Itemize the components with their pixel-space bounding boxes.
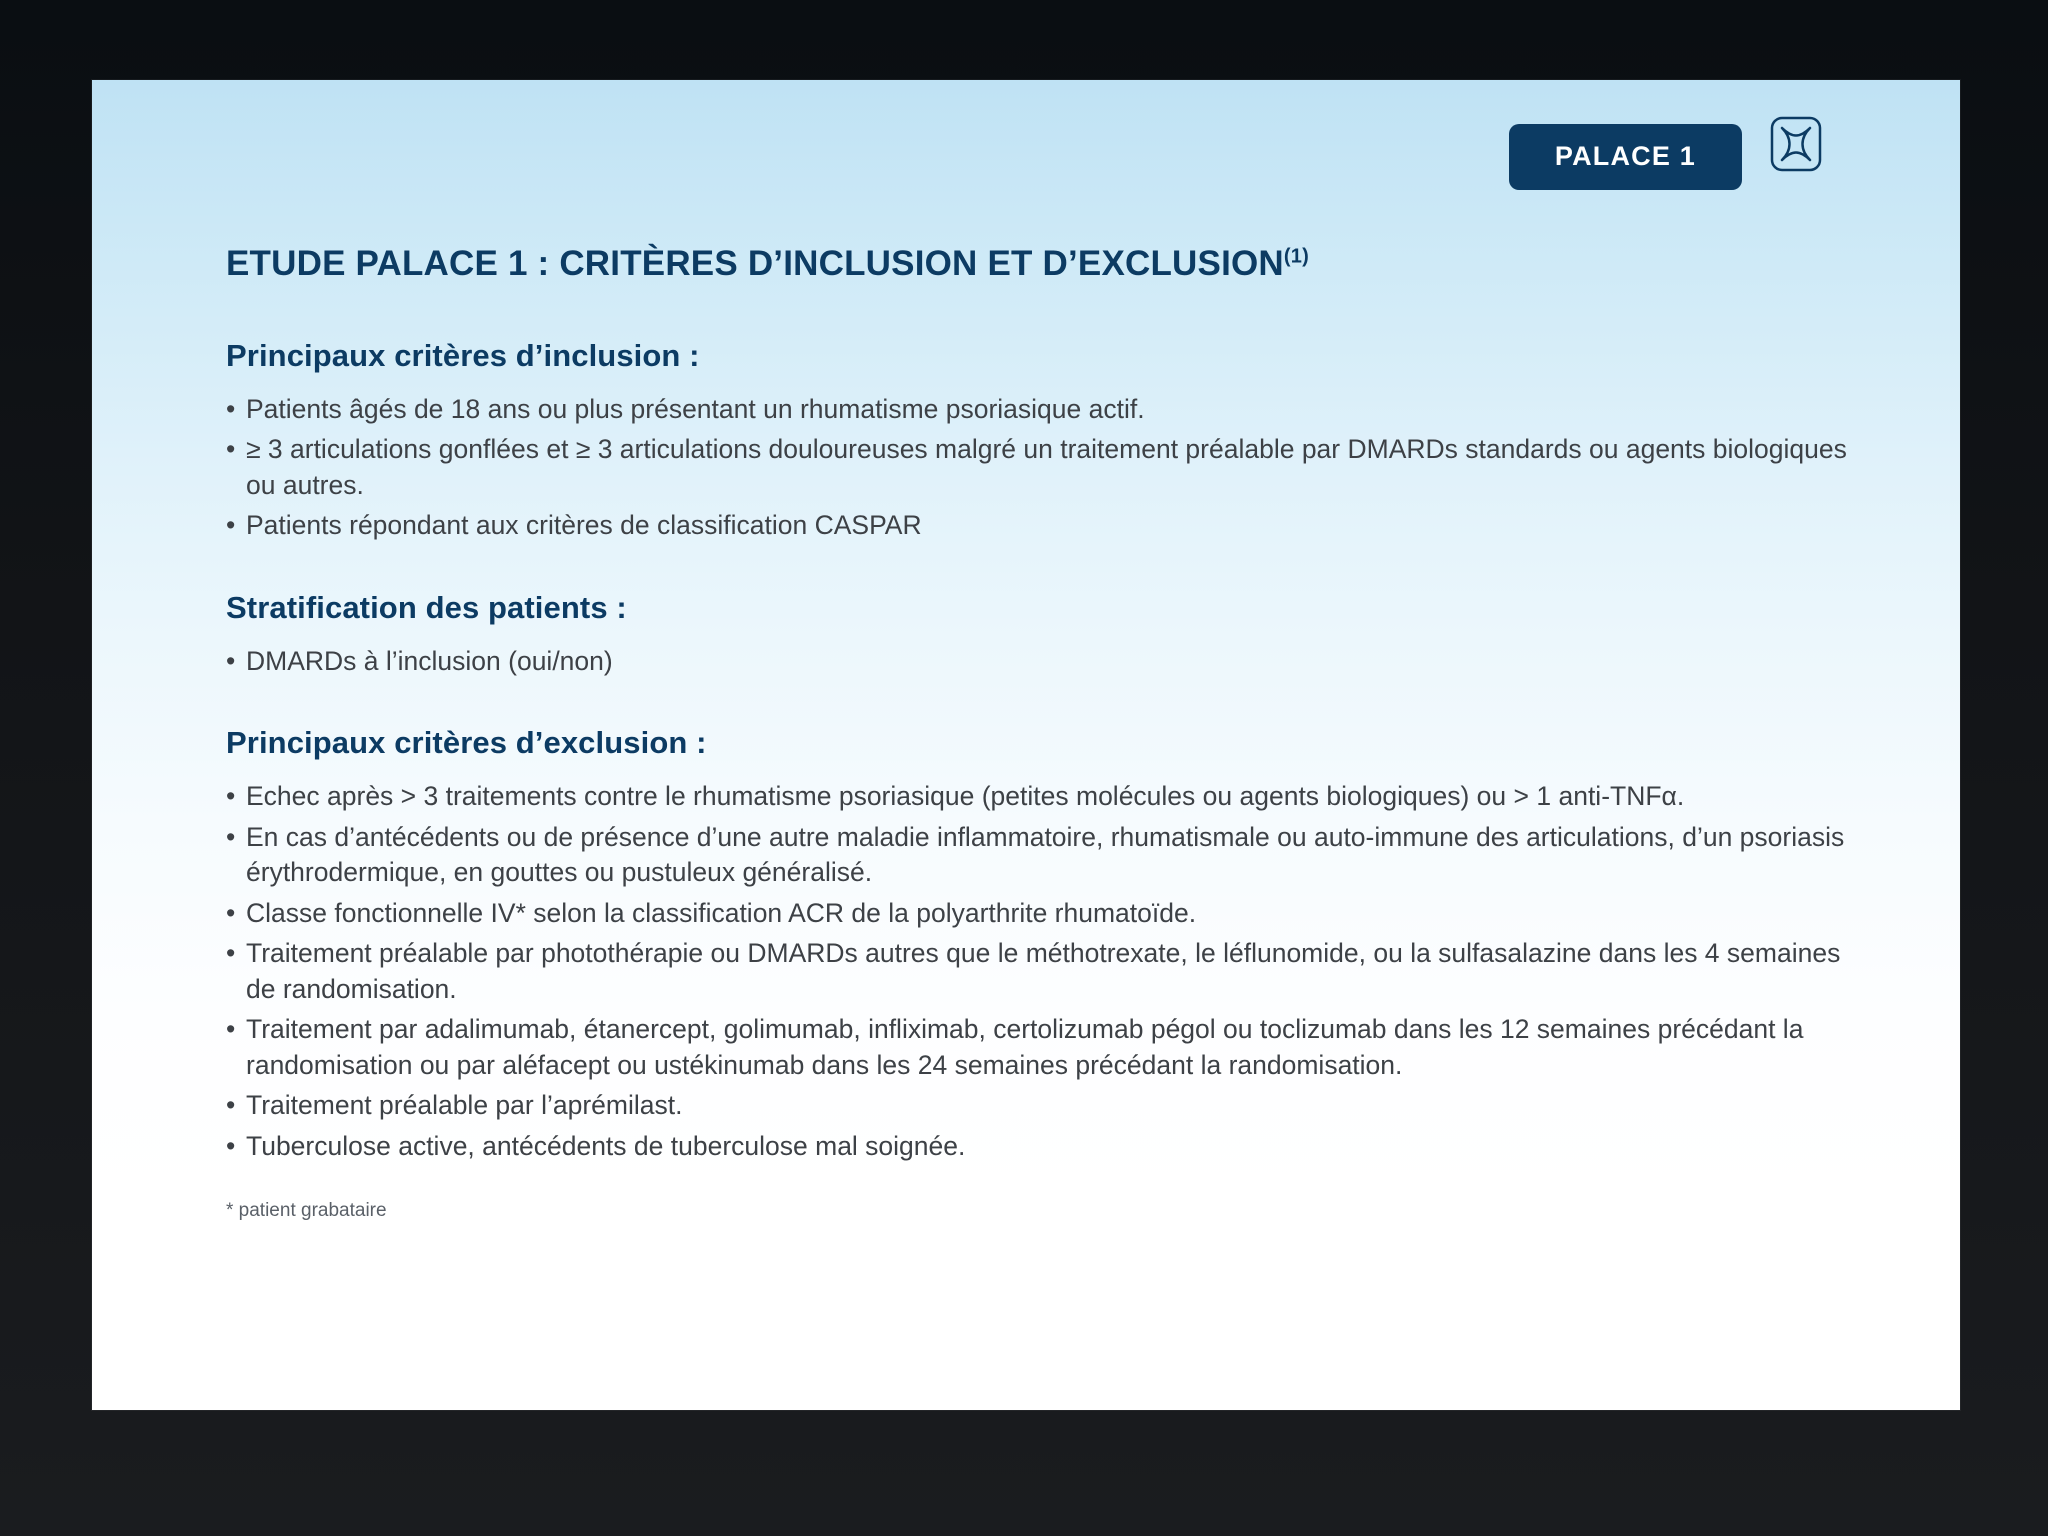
page-title-text: ETUDE PALACE 1 : CRITÈRES D’INCLUSION ET D’EXCLUSION	[226, 244, 1284, 283]
study-badge: PALACE 1	[1509, 124, 1742, 190]
list-item: • Classe fonctionnelle IV* selon la classification ACR de la polyarthrite rhumatoïde.	[226, 896, 1870, 932]
list-item: • Traitement par adalimumab, étanercept, golimumab, infliximab, certolizumab pégol ou toclizumab dans les 12 semaines précédant la randomisation ou par aléfacept ou ustékinumab dans les 24 semaines précédant la randomisation.	[226, 1012, 1870, 1083]
list-item: • En cas d’antécédents ou de présence d’une autre maladie inflammatoire, rhumatismale ou auto-immune des articulations, d’un psoriasis érythrodermique, en gouttes ou pustuleux généralisé.	[226, 820, 1870, 891]
list-item: • Patients répondant aux critères de classification CASPAR	[226, 508, 1870, 544]
section-heading-stratification: Stratification des patients :	[226, 589, 627, 625]
page-title-reference: (1)	[1283, 245, 1309, 268]
close-icon[interactable]	[1770, 116, 1822, 172]
footnote: * patient grabataire	[226, 1200, 387, 1222]
list-item: • Traitement préalable par photothérapie ou DMARDs autres que le méthotrexate, le léflunomide, ou la sulfasalazine dans les 4 semaines de randomisation.	[226, 936, 1870, 1007]
list-item: • DMARDs à l’inclusion (oui/non)	[226, 644, 1870, 680]
list-item: • Tuberculose active, antécédents de tuberculose mal soignée.	[226, 1129, 1870, 1165]
slide-content	[226, 242, 1870, 1222]
list-stratification	[226, 644, 1870, 680]
section-heading-inclusion: Principaux critères d’inclusion :	[226, 337, 700, 373]
list-exclusion-criteria	[226, 779, 1870, 1164]
list-item: • Echec après > 3 traitements contre le rhumatisme psoriasique (petites molécules ou agents biologiques) ou > 1 anti-TNFα.	[226, 779, 1870, 815]
list-item: • ≥ 3 articulations gonflées et ≥ 3 articulations douloureuses malgré un traitement préalable par DMARDs standards ou agents biologiques ou autres.	[226, 432, 1870, 503]
list-item: • Patients âgés de 18 ans ou plus présentant un rhumatisme psoriasique actif.	[226, 392, 1870, 428]
list-inclusion-criteria	[226, 392, 1870, 544]
list-item: • Traitement préalable par l’aprémilast.	[226, 1088, 1870, 1124]
section-heading-exclusion: Principaux critères d’exclusion :	[226, 725, 707, 761]
slide-panel	[92, 80, 1960, 1410]
page-title	[226, 242, 1870, 286]
